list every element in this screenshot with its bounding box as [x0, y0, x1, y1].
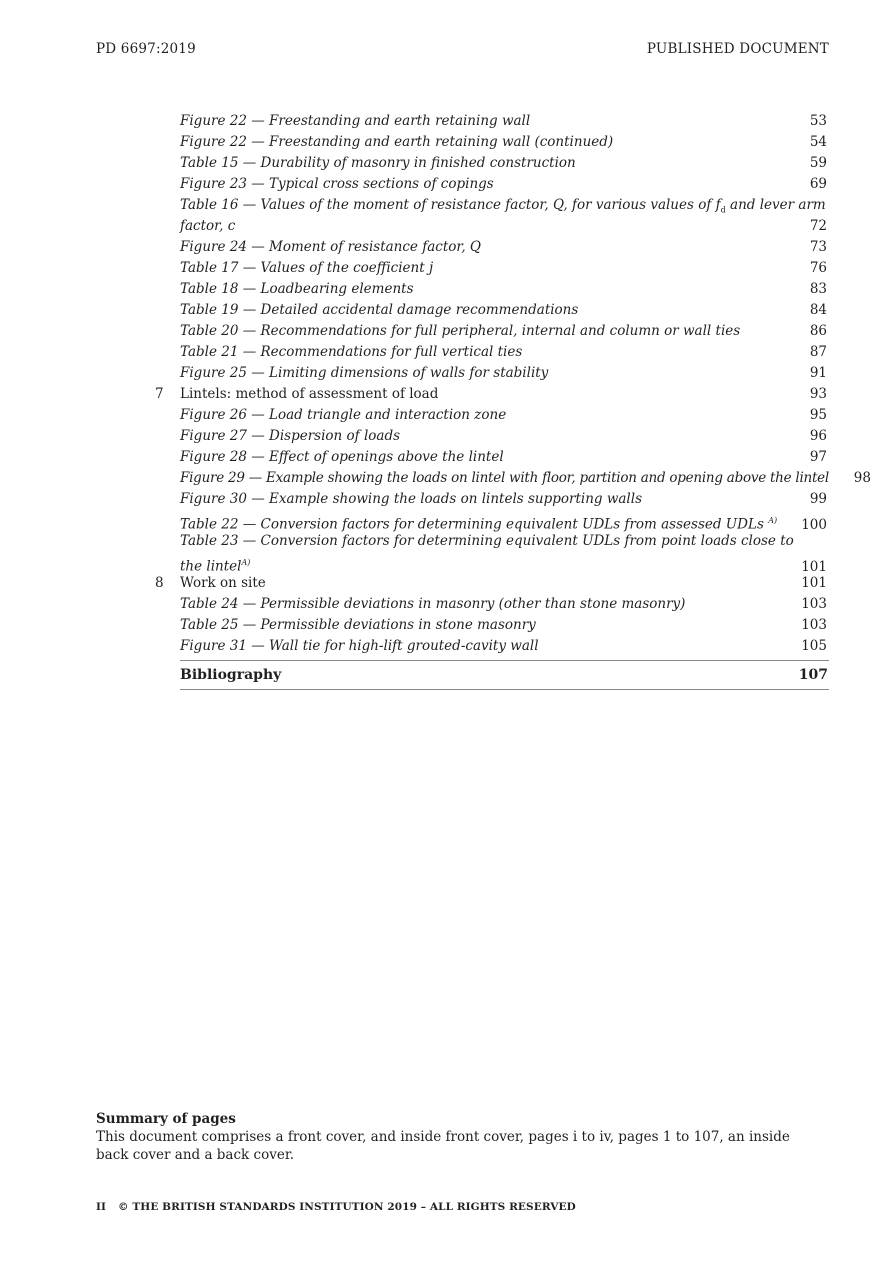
toc-entry-title: Figure 25 — Limiting dimensions of walls for stability — [180, 365, 549, 381]
toc-entry-page: 76 — [809, 260, 827, 276]
toc-bibliography-entry[interactable] — [180, 660, 829, 690]
toc-entry-page: 87 — [809, 344, 827, 360]
toc-entry[interactable] — [150, 447, 829, 468]
toc-entry-page: 103 — [801, 596, 827, 612]
toc-entry[interactable] — [150, 489, 829, 510]
toc-entry-title-part: Table 22 — Conversion factors for determining equivalent UDLs from assessed UDLs — [180, 516, 764, 533]
toc-entry-title: Figure 31 — Wall tie for high-lift grouted-cavity wall — [180, 638, 539, 654]
toc-entry-page: 97 — [809, 449, 827, 465]
toc-entry-page: 100 — [801, 516, 827, 533]
toc-section-title: Work on site — [180, 575, 266, 591]
toc-entry-title: Table 25 — Permissible deviations in stone masonry — [180, 617, 536, 633]
toc-entry-line1[interactable] — [150, 531, 829, 552]
toc-entry[interactable] — [150, 363, 829, 384]
toc-entry-title: Table 17 — Values of the coefficient j — [180, 260, 434, 276]
toc-entry-page: 59 — [809, 155, 827, 171]
toc-entry[interactable] — [150, 594, 829, 615]
toc-entry-page: 96 — [809, 428, 827, 444]
toc-entry-page: 69 — [809, 176, 827, 192]
toc-entry-title: Table 19 — Detailed accidental damage recommendations — [180, 302, 579, 318]
page-footer — [96, 1201, 576, 1213]
toc-entry[interactable] — [150, 321, 829, 342]
toc-entry[interactable] — [150, 426, 829, 447]
toc-entry[interactable] — [150, 405, 829, 426]
toc-entry-page: 53 — [809, 113, 827, 129]
toc-entry-title-part: the lintel — [180, 558, 242, 575]
toc-entry-page: 83 — [809, 281, 827, 297]
subscript-d: d — [720, 205, 726, 215]
toc-entry-page: 99 — [809, 491, 827, 507]
toc-entry-page: 105 — [801, 638, 827, 654]
summary-of-pages — [96, 1110, 816, 1164]
toc-entry-page: 86 — [809, 323, 827, 339]
summary-title: Summary of pages — [96, 1111, 236, 1127]
toc-entry-title-part: and lever arm — [725, 197, 826, 213]
toc-entry-title: Figure 22 — Freestanding and earth retaining wall — [180, 113, 531, 129]
toc-entry-title: Figure 27 — Dispersion of loads — [180, 428, 401, 444]
toc-entry-line2[interactable] — [150, 552, 829, 573]
toc-entry-title: Table 20 — Recommendations for full peripheral, internal and column or wall ties — [180, 323, 741, 339]
toc-section-number: 8 — [155, 575, 164, 591]
footnote-marker: A) — [768, 516, 778, 525]
toc-entry-page: 101 — [801, 575, 827, 591]
toc-entry-page: 98 — [853, 470, 871, 486]
toc-entry-title: Figure 30 — Example showing the loads on lintels supporting walls — [180, 491, 642, 507]
toc-entry-title: Table 15 — Durability of masonry in finished construction — [180, 155, 576, 171]
toc-entry[interactable] — [150, 153, 829, 174]
toc-entry-line2[interactable] — [150, 216, 829, 237]
toc-section[interactable] — [150, 384, 829, 405]
footnote-marker: A) — [241, 558, 251, 567]
toc-entry-title: Table 23 — Conversion factors for determining equivalent UDLs from point loads close to — [180, 533, 794, 549]
toc-entry[interactable] — [150, 111, 829, 132]
toc-entry-title-part: Table 16 — Values of the moment of resistance factor, Q, for various values of f — [180, 197, 721, 213]
toc-section[interactable] — [150, 573, 829, 594]
table-of-contents — [150, 111, 871, 657]
toc-entry-page: 95 — [809, 407, 827, 423]
toc-entry-title: Table 24 — Permissible deviations in masonry (other than stone masonry) — [180, 596, 686, 612]
toc-entry-title-continuation: factor, c — [180, 218, 236, 234]
footer-page-number: II — [96, 1201, 107, 1213]
bibliography-page: 107 — [798, 667, 828, 683]
toc-entry[interactable] — [150, 237, 829, 258]
toc-entry-page: 91 — [809, 365, 827, 381]
bibliography-title: Bibliography — [180, 667, 282, 683]
toc-entry-page: 73 — [809, 239, 827, 255]
toc-entry-page: 103 — [801, 617, 827, 633]
toc-entry[interactable] — [150, 258, 829, 279]
header-document-type: PUBLISHED DOCUMENT — [646, 41, 829, 57]
toc-entry-title: Figure 29 — Example showing the loads on lintel with floor, partition and opening above the lintel — [180, 470, 829, 486]
toc-entry[interactable] — [150, 279, 829, 300]
toc-entry-page: 84 — [809, 302, 827, 318]
toc-section-number: 7 — [155, 386, 164, 402]
toc-entry-title: Figure 23 — Typical cross sections of copings — [180, 176, 494, 192]
toc-entry-page: 101 — [801, 558, 827, 575]
toc-entry[interactable] — [150, 174, 829, 195]
header-document-code: PD 6697:2019 — [96, 41, 196, 57]
toc-entry[interactable] — [150, 468, 871, 489]
toc-entry[interactable] — [150, 615, 829, 636]
footer-copyright: © THE BRITISH STANDARDS INSTITUTION 2019 – ALL RIGHTS RESERVED — [118, 1201, 576, 1213]
toc-entry-title: Figure 24 — Moment of resistance factor, Q — [180, 239, 481, 255]
toc-entry[interactable] — [150, 132, 829, 153]
toc-entry-page: 54 — [809, 134, 827, 150]
toc-entry-title: Figure 22 — Freestanding and earth retaining wall (continued) — [180, 134, 614, 150]
toc-entry[interactable] — [150, 510, 829, 531]
toc-entry-title: Figure 26 — Load triangle and interaction zone — [180, 407, 507, 423]
toc-entry-line1[interactable] — [150, 195, 829, 216]
toc-section-title: Lintels: method of assessment of load — [180, 386, 439, 402]
toc-entry-page: 72 — [809, 218, 827, 234]
toc-entry[interactable] — [150, 342, 829, 363]
toc-entry-title: Table 21 — Recommendations for full vertical ties — [180, 344, 523, 360]
toc-entry-title: Figure 28 — Effect of openings above the lintel — [180, 449, 504, 465]
toc-entry-title: Table 18 — Loadbearing elements — [180, 281, 414, 297]
summary-text: This document comprises a front cover, and inside front cover, pages i to iv, pages 1 to 107, an inside back cover and a back cover. — [96, 1129, 790, 1163]
toc-entry[interactable] — [150, 300, 829, 321]
toc-entry[interactable] — [150, 636, 829, 657]
toc-entry-page: 93 — [809, 386, 827, 402]
